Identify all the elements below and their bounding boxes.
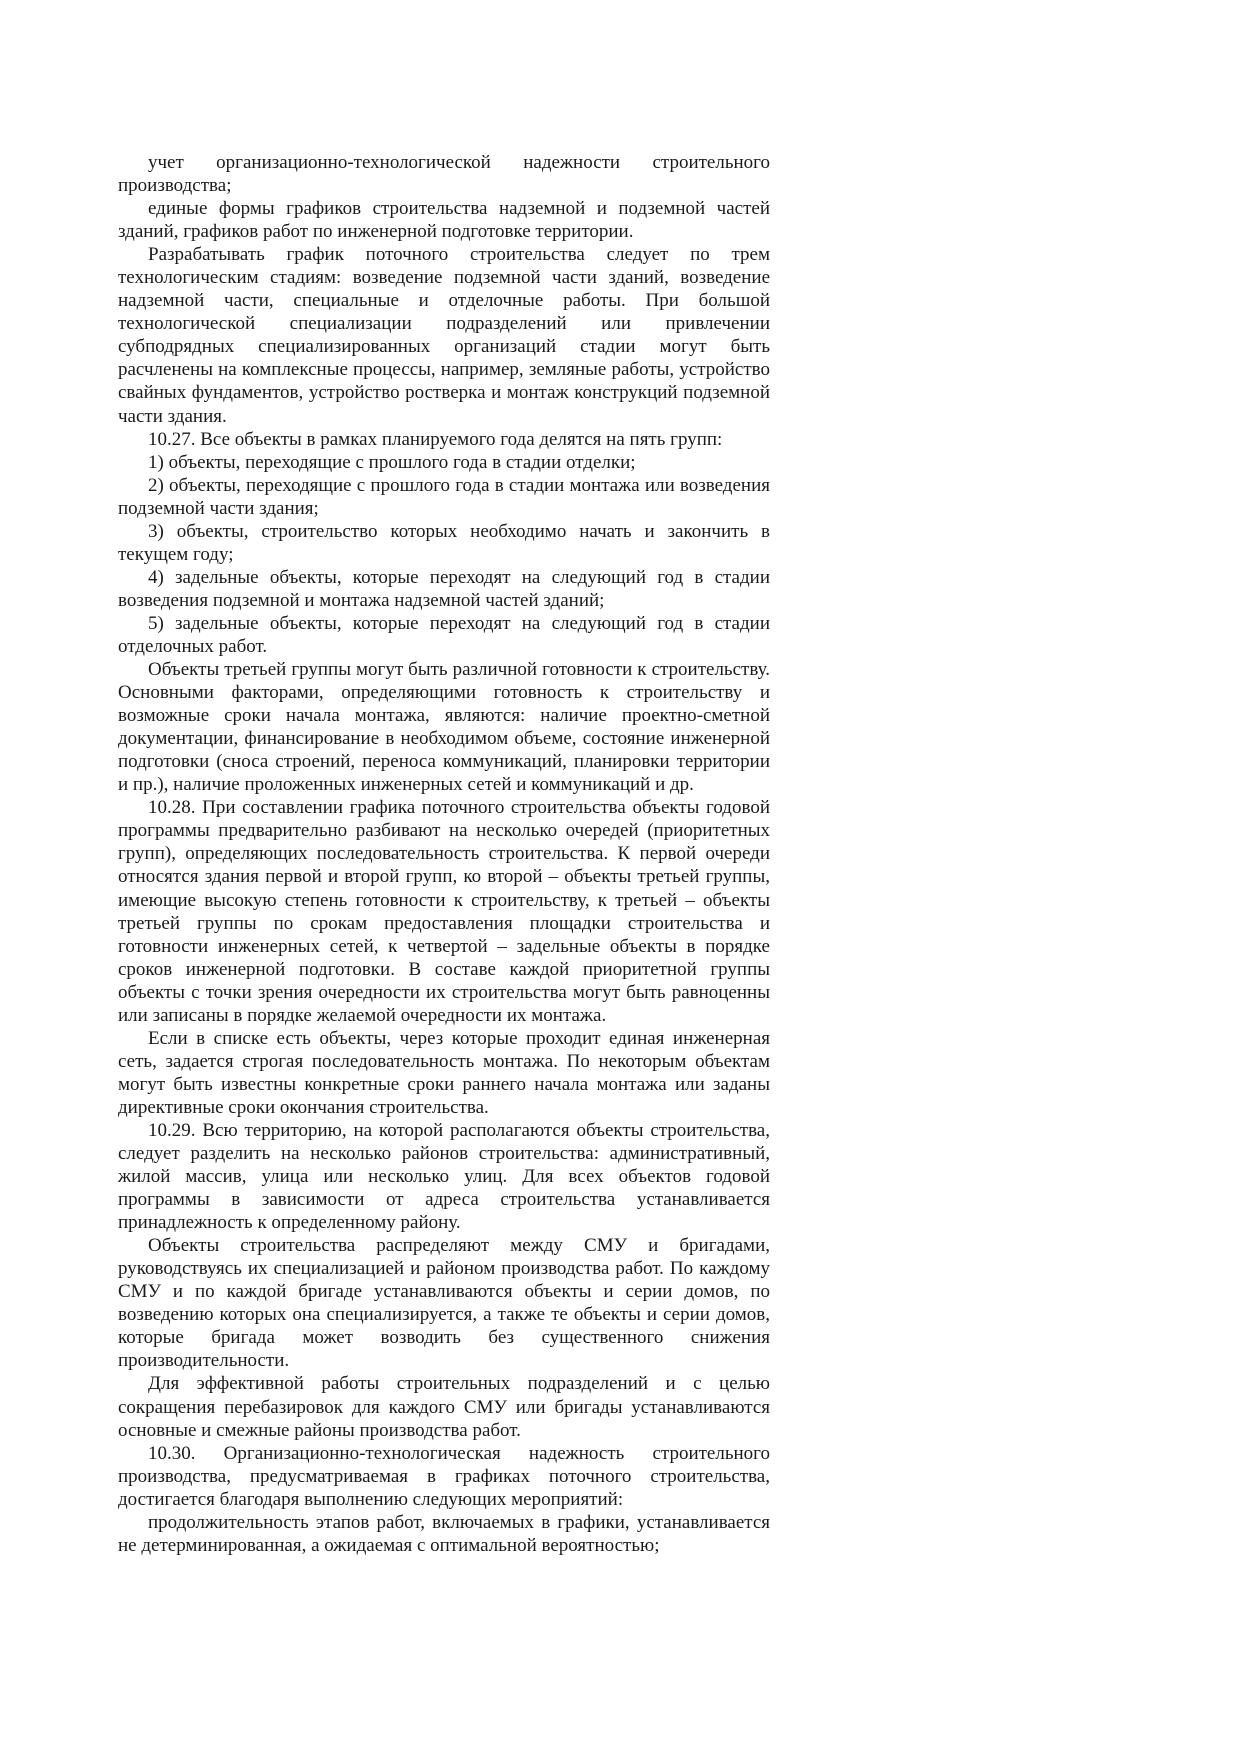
section-paragraph-10-30: 10.30. Организационно-технологическая надежность строительного производства, предусматриваемая в графиках поточного строительства, достигается благодаря выполнению следующих мероприятий:	[118, 1442, 770, 1510]
section-paragraph-10-29: 10.29. Всю территорию, на которой располагаются объекты строительства, следует разделить на несколько районов строительства: административный, жилой массив, улица или несколько улиц. Для всех объектов годовой программы в зависимости от адреса строительства устанавливается принадлежность к определенному району.	[118, 1119, 770, 1234]
paragraph: учет организационно-технологической надежности строительного производства;	[118, 152, 770, 197]
paragraph: Если в списке есть объекты, через которые проходит единая инженерная сеть, задается строгая последовательность монтажа. По некоторым объектам могут быть известны конкретные сроки раннего начала монтажа или заданы директивные сроки окончания строительства.	[118, 1027, 770, 1118]
list-item: 1) объекты, переходящие с прошлого года в стадии отделки;	[148, 451, 636, 473]
list-item: 3) объекты, строительство которых необходимо начать и закончить в текущем году;	[118, 520, 770, 565]
paragraph: продолжительность этапов работ, включаемых в графики, устанавливается не детерминированная, а ожидаемая с оптимальной вероятностью;	[118, 1511, 770, 1556]
paragraph: Для эффективной работы строительных подразделений и с целью сокращения перебазировок для каждого СМУ или бригады устанавливаются основные и смежные районы производства работ.	[118, 1373, 770, 1441]
paragraph: единые формы графиков строительства надземной и подземной частей зданий, графиков работ по инженерной подготовке территории.	[118, 198, 770, 243]
list-item: 5) задельные объекты, которые переходят на следующий год в стадии отделочных работ.	[118, 612, 770, 657]
paragraph: Объекты третьей группы могут быть различной готовности к строительству. Основными факторами, определяющими готовность к строительству и возможные сроки начала монтажа, являются: наличие проектно-сметной документации, финансирование в необходимом объеме, состояние инженерной подготовки (сноса строений, переноса коммуникаций, планировки территории и пр.), наличие проложенных инженерных сетей и коммуникаций и др.	[118, 659, 770, 796]
list-item: 4) задельные объекты, которые переходят на следующий год в стадии возведения подземной и монтажа надземной частей зданий;	[118, 566, 770, 611]
paragraph: Разрабатывать график поточного строительства следует по трем технологическим стадиям: возведение подземной части зданий, возведение надземной части, специальные и отделочные работы. При большой технологической специализации подразделений или привлечении субподрядных специализированных организаций стадии могут быть расчленены на комплексные процессы, например, земляные работы, устройство свайных фундаментов, устройство ростверка и монтаж конструкций подземной части здания.	[118, 244, 770, 427]
section-paragraph-10-28: 10.28. При составлении графика поточного строительства объекты годовой программы предварительно разбивают на несколько очередей (приоритетных групп), определяющих последовательность строительства. К первой очереди относятся здания первой и второй групп, ко второй – объекты третьей группы, имеющие высокую степень готовности к строительству, к третьей – объекты третьей группы по срокам предоставления площадки строительства и готовности инженерных сетей, к четвертой – задельные объекты в порядке сроков инженерной подготовки. В составе каждой приоритетной группы объекты с точки зрения очередности их строительства могут быть равноценны или записаны в порядке желаемой очередности их монтажа.	[118, 797, 770, 1026]
section-paragraph-10-27: 10.27. Все объекты в рамках планируемого года делятся на пять групп:	[148, 428, 723, 450]
list-item: 2) объекты, переходящие с прошлого года в стадии монтажа или возведения подземной части здания;	[118, 474, 770, 519]
document-page	[118, 151, 770, 1557]
paragraph: Объекты строительства распределяют между СМУ и бригадами, руководствуясь их специализацией и районом производства работ. По каждому СМУ и по каждой бригаде устанавливаются объекты и серии домов, по возведению которых она специализируется, а также те объекты и серии домов, которые бригада может возводить без существенного снижения производительности.	[118, 1235, 770, 1372]
